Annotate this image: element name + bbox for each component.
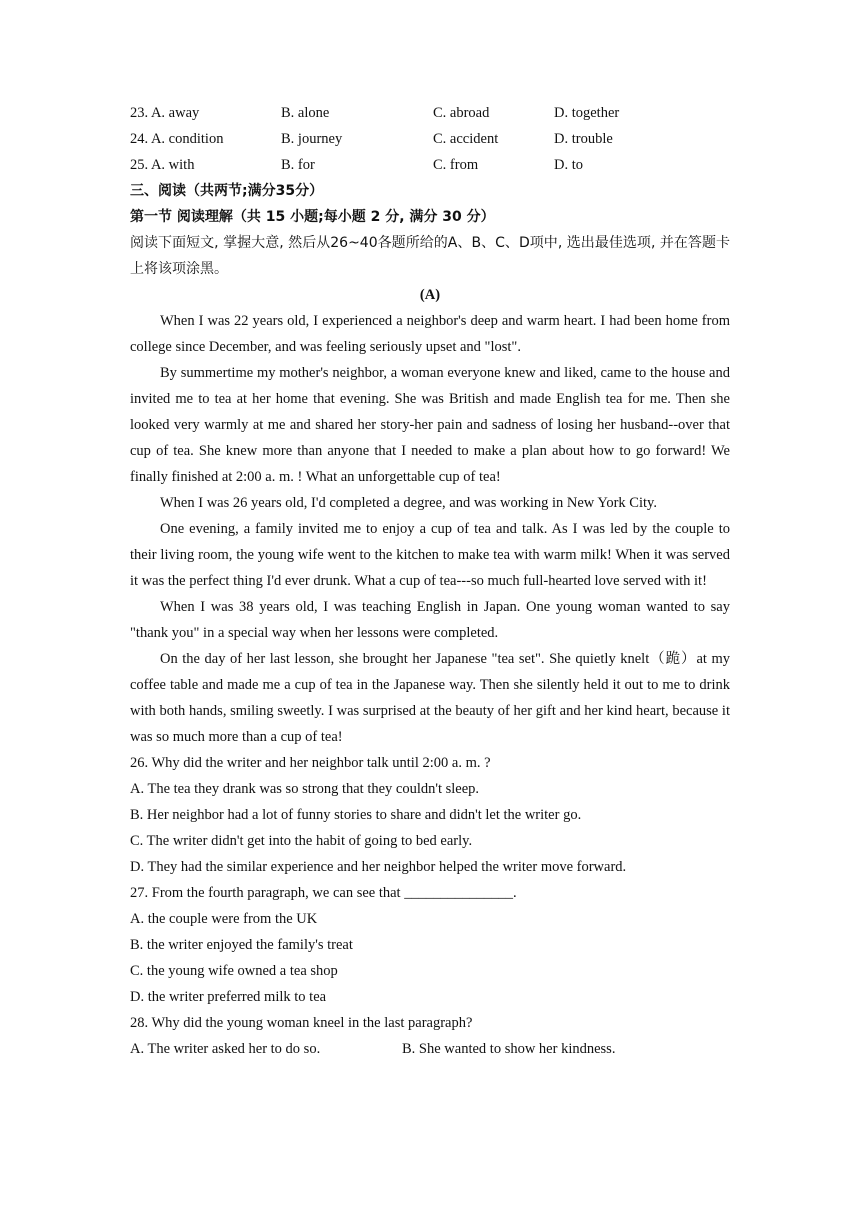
option-b: B. journey (281, 131, 343, 147)
question-26-option-c: C. The writer didn't get into the habit of going to bed early. (130, 833, 473, 849)
paragraph-2: By summertime my mother's neighbor, a woman everyone knew and liked, came to the house and invited me to tea at her home that evening. She was British and made English tea for me. Then she looked very warmly at me and shared her story-her pain and sadness of losing her husband--over that cup of tea. She knew more than anyone that I needed to make a plan about how to go forward! We finally finished at 2:00 a. m. ! What an unforgettable cup of tea! (130, 365, 730, 485)
question-28-option-b: B. She wanted to show her kindness. (402, 1041, 616, 1057)
paragraph-6: On the day of her last lesson, she brought her Japanese "tea set". She quietly knelt（跪）at my coffee table and made me a cup of tea in the Japanese way. Then she silently held it out to me to drink with both hands, smiling sweetly. I was surprised at the beauty of her gift and her kind heart, because it was so much more than a cup of tea! (130, 651, 730, 745)
paragraph-5: When I was 38 years old, I was teaching English in Japan. One young woman wanted to say "thank you" in a special way when her lessons were completed. (130, 599, 730, 641)
option-a: 25. A. with (130, 157, 195, 173)
option-a: 24. A. condition (130, 131, 224, 147)
question-27-option-b: B. the writer enjoyed the family's treat (130, 937, 353, 953)
question-23-options (130, 100, 730, 126)
question-26-stem: 26. Why did the writer and her neighbor talk until 2:00 a. m. ? (130, 755, 491, 771)
question-27-option-d: D. the writer preferred milk to tea (130, 989, 327, 1005)
passage-label: (A) (419, 287, 441, 303)
question-24-options (130, 126, 730, 152)
question-25-options (130, 152, 730, 178)
exam-page (130, 100, 730, 1062)
option-d: D. together (554, 105, 620, 121)
option-d: D. to (554, 157, 583, 173)
option-d: D. trouble (554, 131, 613, 147)
question-26-option-b: B. Her neighbor had a lot of funny stories to share and didn't let the writer go. (130, 807, 582, 823)
question-27-stem: 27. From the fourth paragraph, we can see that _______________. (130, 885, 517, 901)
question-28-option-a: A. The writer asked her to do so. (130, 1041, 321, 1057)
question-27-option-a: A. the couple were from the UK (130, 911, 318, 927)
option-b: B. alone (281, 105, 330, 121)
option-c: C. accident (433, 131, 499, 147)
instructions: 阅读下面短文, 掌握大意, 然后从26~40各题所给的A、B、C、D项中, 选出最佳选项, 并在答题卡上将该项涂黑。 (130, 235, 730, 277)
option-a: 23. A. away (130, 105, 200, 121)
paragraph-3: When I was 26 years old, I'd completed a degree, and was working in New York City. (160, 495, 657, 511)
option-c: C. abroad (433, 105, 490, 121)
option-c: C. from (433, 157, 479, 173)
question-28-stem: 28. Why did the young woman kneel in the last paragraph? (130, 1015, 473, 1031)
question-26-option-d: D. They had the similar experience and her neighbor helped the writer move forward. (130, 859, 627, 875)
section-title: 三、阅读（共两节;满分35分） (130, 183, 324, 199)
question-28-options (130, 1036, 730, 1062)
question-26-option-a: A. The tea they drank was so strong that they couldn't sleep. (130, 781, 480, 797)
option-b: B. for (281, 157, 315, 173)
part-title: 第一节 阅读理解（共 15 小题;每小题 2 分, 满分 30 分） (130, 209, 495, 225)
question-27-option-c: C. the young wife owned a tea shop (130, 963, 338, 979)
paragraph-4: One evening, a family invited me to enjoy a cup of tea and talk. As I was led by the couple to their living room, the young wife went to the kitchen to make tea with warm milk! When it was served it was the perfect thing I'd ever drunk. What a cup of tea---so much full-hearted love served with it! (130, 521, 730, 589)
paragraph-1: When I was 22 years old, I experienced a neighbor's deep and warm heart. I had been home from college since December, and was feeling seriously upset and "lost". (130, 313, 730, 355)
